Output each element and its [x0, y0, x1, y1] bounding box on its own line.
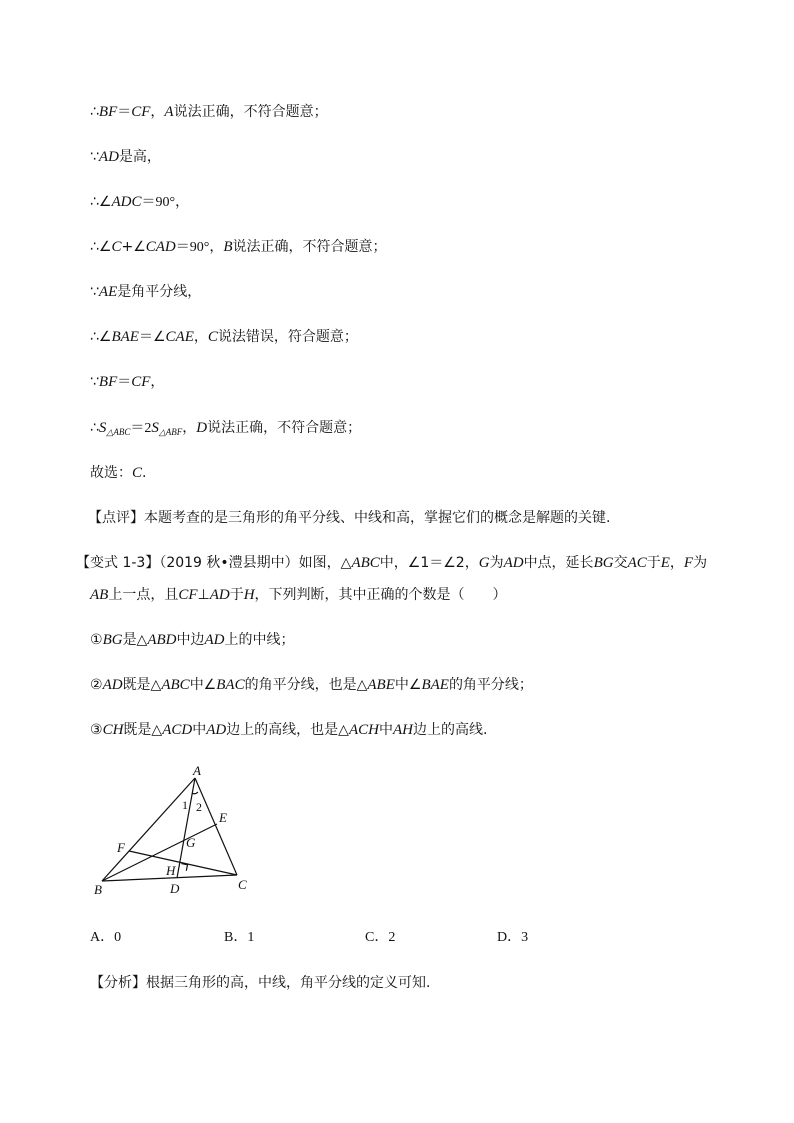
statement-1: ①BG是△ABD中边AD上的中线； [90, 632, 295, 648]
analysis-text: 根据三角形的高，中线，角平分线的定义可知. [146, 975, 431, 991]
solution-line-2: ∵AD是高， [90, 149, 161, 165]
label-D: D [170, 881, 180, 896]
solution-line-4: ∴∠C+∠CAD＝90°，B说法正确，不符合题意； [90, 239, 387, 255]
option-c[interactable]: C．2 [365, 930, 396, 945]
solution-line-6: ∴∠BAE＝∠CAE，C说法错误，符合题意； [90, 329, 358, 345]
option-b[interactable]: B．1 [224, 930, 255, 945]
solution-line-1: ∴BF＝CF，A说法正确，不符合题意； [90, 104, 328, 120]
label-angle-2: 2 [196, 800, 202, 814]
solution-line-7: ∵BF＝CF， [90, 374, 165, 390]
option-a[interactable]: A．0 [90, 930, 122, 945]
solution-line-8: $\therefore S_{\triangle ABC}=2S_{\triangle ABF}$，D说法正确，不符合题意； [90, 420, 362, 437]
solution-line-9: 故选：C. [90, 465, 147, 481]
right-angle-mark [182, 864, 188, 871]
solution-line-5: ∵AE是角平分线， [90, 284, 202, 300]
comment-tag: 【点评】 [88, 510, 144, 526]
label-H: H [166, 863, 176, 878]
comment-line [88, 508, 610, 528]
segment-AB [102, 778, 195, 881]
label-angle-1: 1 [182, 798, 188, 812]
label-B: B [94, 882, 102, 897]
option-d[interactable]: D．3 [497, 930, 529, 945]
comment-text: 本题考查的是三角形的角平分线、中线和高，掌握它们的概念是解题的关键. [144, 510, 611, 526]
answer-options [90, 926, 650, 946]
statement-3: ③CH既是△ACD中AD边上的高线，也是△ACH中AH边上的高线. [90, 722, 488, 738]
question-line-2: AB上一点，且CF⊥AD于H，下列判断，其中正确的个数是（ ） [90, 587, 507, 603]
analysis-tag: 【分析】 [90, 975, 146, 991]
analysis-line [90, 973, 430, 993]
question-line-1: 【变式 1-3】（2019 秋•澧县期中）如图，△ABC中，∠1＝∠2，G为AD中点，延长BG交AC于E，F为 [76, 555, 708, 571]
segment-AC [195, 778, 237, 875]
label-C: C [238, 877, 247, 892]
segment-CF [129, 851, 237, 875]
triangle-figure [86, 760, 266, 900]
label-A: A [193, 763, 201, 778]
label-E: E [219, 810, 227, 825]
solution-line-3: ∴∠ADC＝90°， [90, 194, 190, 210]
label-F: F [117, 840, 125, 855]
question-tag: 【变式 1-3】 [76, 555, 160, 571]
statement-2: ②AD既是△ABC中∠BAC的角平分线，也是△ABE中∠BAE的角平分线； [90, 677, 533, 693]
label-G: G [186, 835, 196, 850]
